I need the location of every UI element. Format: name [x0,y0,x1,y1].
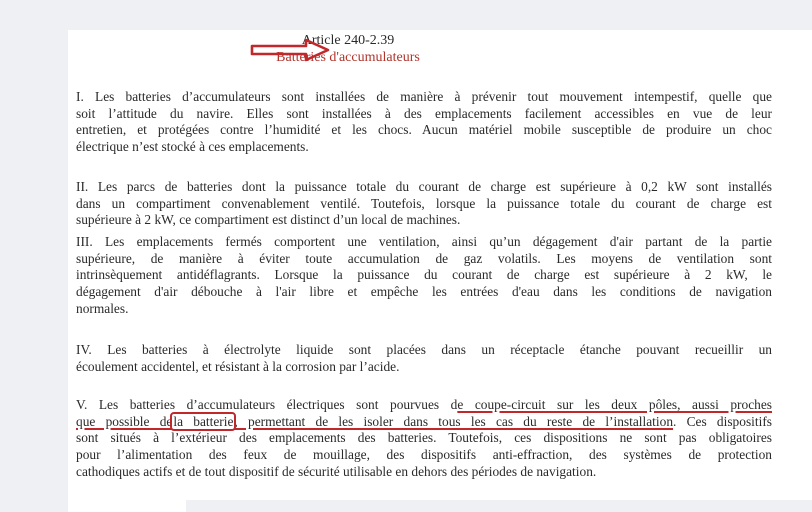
article-subtitle: Batteries d'accumulateurs [276,50,420,65]
text-line: électrique n’est stocké à ces emplacements. [76,139,309,155]
text-line: soit l’attitude du navire. Elles sont installées à des emplacements facilement accessibles en vue de leur [76,105,772,121]
text-line: sont situés à l’extérieur des emplacements des batteries. Toutefois, ces dispositions ne sont pas obligatoires [76,430,772,446]
page-edge [68,500,186,512]
paragraph-1 [76,89,772,156]
right-arrow-icon [250,38,332,62]
text-line: dans un compartiment convenablement ventilé. Toutefois, lorsque la puissance totale du courant de charge est [76,195,772,211]
article-number: Article 240-2.39 [301,33,395,48]
paragraph-4 [76,342,772,375]
text-line: normales. [76,300,129,316]
text-line: supérieure à 2 kW, ce compartiment est distinct d’un local de machines. [76,212,461,228]
highlight-underline: e coupe-circuit sur les deux pôles, aussi proches [457,397,772,412]
highlight-underline: , permettant de les isoler dans tous les cas du reste de l’installation [234,413,674,429]
text-line: dégagement d'air débouche à l'air libre et empêche les entrées d'eau dans les conditions de navigation [76,284,772,300]
text-segment: V. Les batteries d’accumulateurs électriques sont pourvues d [76,397,458,412]
paragraph-3 [76,234,772,318]
text-line: II. Les parcs de batteries dont la puissance totale du courant de charge est supérieure à 0,2 kW sont installés [76,179,772,194]
text-line: cathodiques actifs et de tout dispositif de sécurité utilisable en dehors des périodes de navigation. [76,463,597,479]
text-line: III. Les emplacements fermés comportent une ventilation, ainsi qu’un dégagement d'air partant de la partie [76,234,772,249]
text-line: intrinsèquement antidéflagrants. Lorsque la puissance du courant de charge est supérieure à 2 kW, le [76,267,772,283]
paragraph-2 [76,179,772,229]
highlight-underline: que possible de [76,413,173,429]
text-line: pour l’alimentation des feux de mouillage, des dispositifs anti-effraction, des systèmes de protection [76,447,772,463]
text-line: écoulement accidentel, et résistant à la corrosion par l’acide. [76,358,400,374]
text-line: supérieure, de manière à éviter toute accumulation de gaz volatils. Les moyens de ventilation sont [76,250,772,266]
text-line: entretien, et protégées contre l’humidité et les chocs. Aucun matériel mobile susceptible de produire un choc [76,122,772,138]
highlight-box: la batterie [173,413,234,429]
paragraph-5 [76,397,772,481]
text-line: I. Les batteries d’accumulateurs sont installées de manière à prévenir tout mouvement intempestif, quelle que [76,89,772,104]
text-segment: . Ces dispositifs [673,413,772,429]
text-line [76,397,772,414]
text-line [76,414,772,431]
text-line: IV. Les batteries à électrolyte liquide sont placées dans un réceptacle étanche pouvant recueillir un [76,342,772,357]
